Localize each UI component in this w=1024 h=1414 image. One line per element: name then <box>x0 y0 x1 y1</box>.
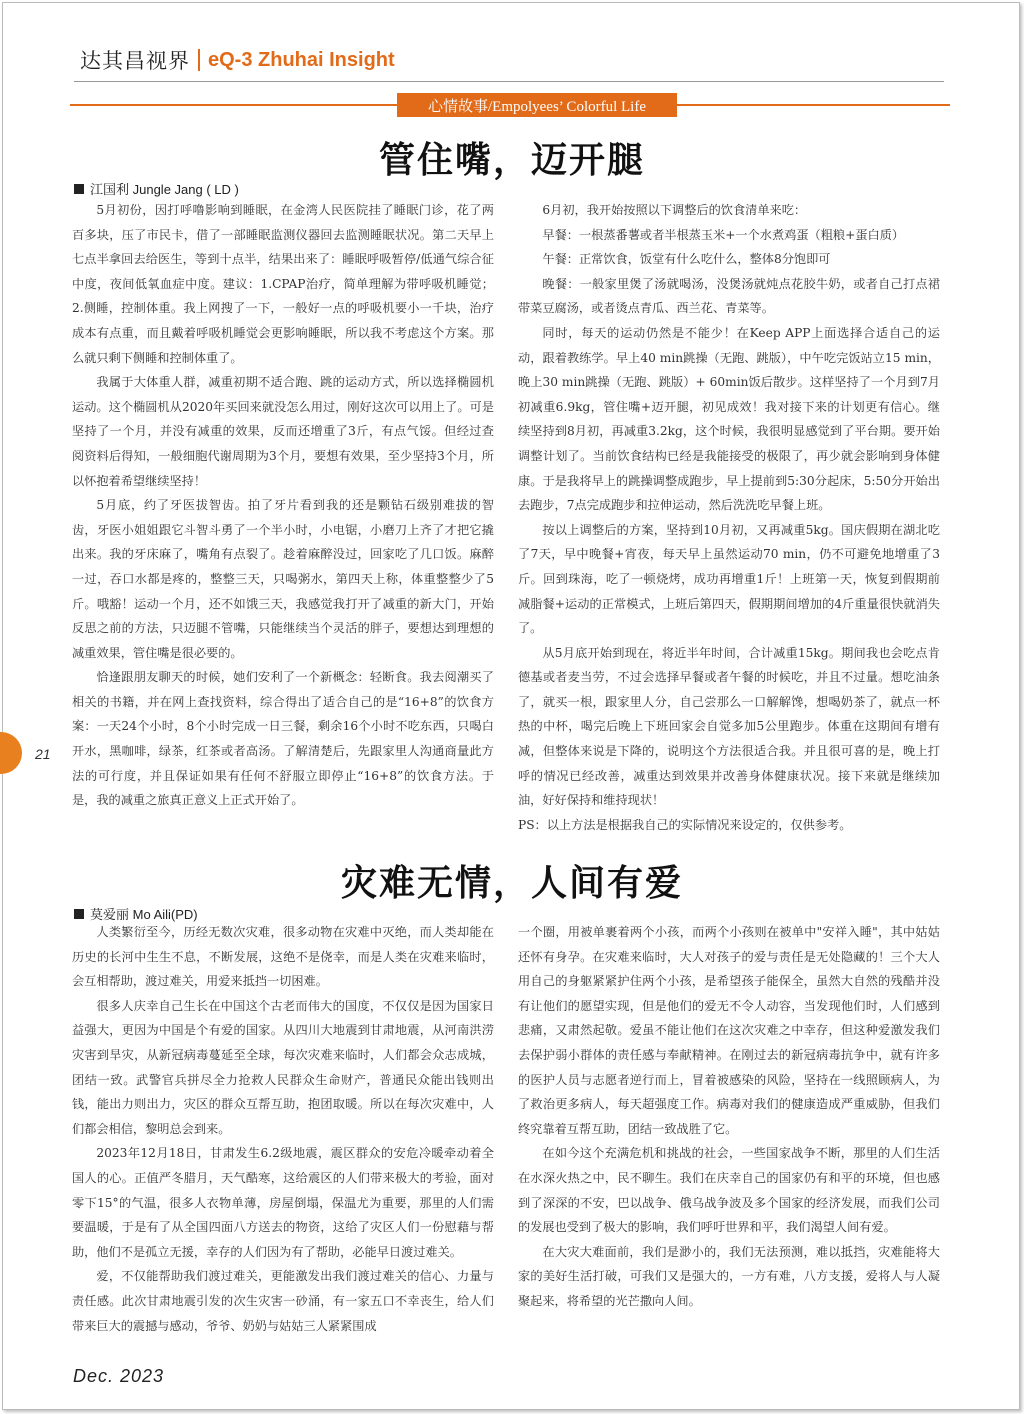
paragraph: 午餐：正常饮食，饭堂有什么吃什么，整体8分饱即可 <box>542 252 831 267</box>
article-byline-1 <box>74 179 239 198</box>
paragraph: 人类繁衍至今，历经无数次灾难，很多动物在灾难中灭绝，而人类却能在历史的长河中生生不息，不断发展，这绝不是侥幸，而是人类在灾难来临时，会互相帮助，渡过难关，用爱来抵挡一切困难。 <box>72 925 494 989</box>
paragraph: 5月初份，因打呼噜影响到睡眠，在金湾人民医院挂了睡眠门诊，花了两百多块，压了市民卡，借了一部睡眠监测仪器回去监测睡眠状况。第二天早上七点半拿回去给医生，等到十点半，结果出来了：睡眠呼吸暂停/低通气综合征中度，夜间低氧血症中度。建议：1.CPAP治疗，简单理解为带呼吸机睡觉；2.侧睡，控制体重。我上网搜了一下，一般好一点的呼吸机要小一千块，治疗成本有点重，而且戴着呼吸机睡觉会更影响睡眠，所以我不考虑这个方案。那么就只剩下侧睡和控制体重了。 <box>72 203 494 365</box>
article-author-2: 莫爱丽 Mo Aili(PD) <box>90 907 198 922</box>
article-1-right-column <box>518 198 940 837</box>
paragraph: 6月初，我开始按照以下调整后的饮食清单来吃： <box>542 203 807 217</box>
paragraph: 在如今这个充满危机和挑战的社会，一些国家战争不断，那里的人们生活在水深火热之中，民不聊生。我们在庆幸自己的国家仍有和平的环境，但也感到了深深的不安，巴以战争、俄乌战争波及多个国家的经济发展，而我们公司的发展也受到了极大的影响，我们呼吁世界和平，我们渴望人间有爱。 <box>518 1146 940 1235</box>
page-number: 21 <box>35 746 51 762</box>
footer-date: Dec. 2023 <box>73 1366 165 1386</box>
paragraph: 恰逢跟朋友聊天的时候，她们安利了一个新概念：轻断食。我去阅潮买了相关的书籍，并在网上查找资料，综合得出了适合自己的是“16+8”的饮食方案：一天24个小时，8个小时完成一日三餐，剩余16个小时不吃东西，只喝白开水，黑咖啡，绿茶，红茶或者高汤。了解清楚后，先跟家里人沟通商量此方法的可行度，并且保证如果有任何不舒服立即停止“16+8”的饮食方法。于是，我的减重之旅真正意义上正式开始了。 <box>72 670 494 808</box>
header-rule <box>74 81 944 82</box>
paragraph: 从5月底开始到现在，将近半年时间，合计减重15kg。期间我也会吃点肯德基或者麦当劳，不过会选择早餐或者午餐的时候吃，并且不过量。想吃油条了，就买一根，跟家里人分，自己尝那么一口解解馋，想喝奶茶了，就点一杯热的中杯，喝完后晚上下班回家会自觉多加5公里跑步。体重在这期间有增有减，但整体来说是下降的，说明这个方法很适合我。并且很可喜的是，晚上打呼的情况已经改善，减重达到效果并改善身体健康状况。接下来就是继续加油，好好保持和维持现状！ <box>518 645 940 808</box>
paragraph: 晚餐：一般家里煲了汤就喝汤，没煲汤就炖点花胶牛奶，或者自己打点裙带菜豆腐汤，或者烫点青瓜、西兰花、青菜等。 <box>518 276 940 316</box>
article-1-left-column <box>72 198 494 813</box>
paragraph: 我属于大体重人群，减重初期不适合跑、跳的运动方式，所以选择椭圆机运动。这个椭圆机从2020年买回来就没怎么用过，刚好这次可以用上了。可是坚持了一个月，并没有减重的效果，反而还增重了3斤，有点气馁。但经过查阅资料后得知，一般细胞代谢周期为3个月，要想有效果，至少坚持3个月，所以怀抱着希望继续坚持！ <box>72 375 494 488</box>
paragraph: 早餐：一根蒸番薯或者半根蒸玉米+一个水煮鸡蛋（粗粮+蛋白质） <box>542 227 905 242</box>
paragraph: 在大灾大难面前，我们是渺小的，我们无法预测，难以抵挡，灾难能将大家的美好生活打破，可我们又是强大的，一方有难，八方支援，爱将人与人凝聚起来，将希望的光芒撒向人间。 <box>518 1244 940 1308</box>
byline-square-icon <box>74 909 84 919</box>
header-title-en: eQ-3 Zhuhai Insight <box>208 48 395 71</box>
paragraph: 爱，不仅能帮助我们渡过难关，更能激发出我们渡过难关的信心、力量与责任感。此次甘肃地震引发的次生灾害一砂涌，有一家五口不幸丧生，给人们带来巨大的震撼与感动，爷爷、奶奶与姑姑三人紧紧围成 <box>72 1269 494 1333</box>
magazine-header <box>80 44 395 76</box>
article-2-left-column <box>72 920 494 1338</box>
paragraph: 5月底，约了牙医拔智齿。拍了牙片看到我的还是颗钻石级别难拔的智齿，牙医小姐姐跟它斗智斗勇了一个半小时，小电锯，小磨刀上齐了才把它撬出来。我的牙床麻了，嘴角有点裂了。趁着麻醉没过，回家吃了几口饭。麻醉一过，吞口水都是疼的，整整三天，只喝粥水，第四天上称，体重整整少了5斤。哦豁！运动一个月，还不如饿三天，我感觉我打开了减重的新大门，开始反思之前的方法，只迈腿不管嘴，只能继续当个灵活的胖子，要想达到理想的减重效果，管住嘴是很必要的。 <box>72 498 494 660</box>
paragraph: 2023年12月18日，甘肃发生6.2级地震，震区群众的安危冷暖牵动着全国人的心。正值严冬腊月，天气酷寒，这给震区的人们带来极大的考验，面对零下15°的气温，很多人衣物单薄，房屋倒塌，保温尤为重要，那里的人们需要温暖，于是有了从全国四面八方送去的物资，这给了灾区人们一份慰藉与帮助，他们不是孤立无援，幸存的人们因为有了帮助，必能早日渡过难关。 <box>72 1146 494 1259</box>
paragraph: 按以上调整后的方案，坚持到10月初，又再减重5kg。国庆假期在湖北吃了7天，早中晚餐+宵夜，每天早上虽然运动70 min，仍不可避免地增重了3斤。回到珠海，吃了一顿烧烤，成功再增重1斤！上班第一天，恢复到假期前减脂餐+运动的正常模式，上班后第四天，假期期间增加的4斤重量很快就消失了。 <box>518 522 940 636</box>
paragraph: 同时，每天的运动仍然是不能少！在Keep APP上面选择合适自己的运动，跟着教练学。早上40 min跳操（无跑、跳版），中午吃完饭站立15 min，晚上30 min跳操（无跑、跳版）+ 60min饭后散步。这样坚持了一个月到7月初减重6.9kg，管住嘴+迈开腿，初见成效！我对接下来的计划更有信心。继续坚持到8月初，再减重3.2kg，这个时候，我很明显感觉到了平台期。要开始调整计划了。当前饮食结构已经是我能接受的极限了，再少就会影响到身体健康。于是我将早上的跳操调整成跑步，早上提前到5:30分起床，5:50分开始出去跑步，7点完成跑步和拉伸运动，然后洗洗吃早餐上班。 <box>518 325 940 513</box>
article-2-right-column <box>518 920 940 1314</box>
paragraph: 很多人庆幸自己生长在中国这个古老而伟大的国度，不仅仅是因为国家日益强大，更因为中国是个有爱的国家。从四川大地震到甘肃地震，从河南洪涝灾害到旱灾，从新冠病毒蔓延至全球，每次灾难来临时，人们都会众志成城，团结一致。武警官兵拼尽全力抢救人民群众生命财产，普通民众能出钱则出钱，能出力则出力，灾区的群众互帮互助，抱团取暖。所以在每次灾难中，人们都会相信，黎明总会到来。 <box>72 998 494 1136</box>
article-author-1: 江国利 Jungle Jang ( LD ) <box>90 182 239 197</box>
byline-square-icon <box>74 184 84 194</box>
header-title-cn: 达其昌视界 <box>80 49 190 73</box>
paragraph: PS：以上方法是根据我自己的实际情况来设定的，仅供参考。 <box>518 817 852 832</box>
header-separator <box>198 49 200 71</box>
article-title-2: 灾难无情，人间有爱 <box>340 862 683 904</box>
section-label: 心情故事/Empolyees’ Colorful Life <box>397 93 677 117</box>
paragraph: 一个圈，用被单裹着两个小孩，而两个小孩则在被单中"安祥入睡"，其中姑姑还怀有身孕。在灾难来临时，大人对孩子的爱与责任是无处隐藏的！三个大人用自己的身躯紧紧护住两个小孩，是希望孩子能保全，虽然大自然的残酷并没有让他们的愿望实现，但是他们的爱无不令人动容，当发现他们时，人们感到悲痛，又肃然起敬。爱虽不能让他们在这次灾难之中幸存，但这种爱激发我们去保护弱小群体的责任感与奉献精神。在刚过去的新冠病毒抗争中，就有许多的医护人员与志愿者逆行而上，冒着被感染的风险，坚持在一线照顾病人，为了救治更多病人，每天超强度工作。病毒对我们的健康造成严重威胁，但我们终究靠着互帮互助，团结一致战胜了它。 <box>518 925 940 1136</box>
article-title-1: 管住嘴，迈开腿 <box>378 139 645 181</box>
